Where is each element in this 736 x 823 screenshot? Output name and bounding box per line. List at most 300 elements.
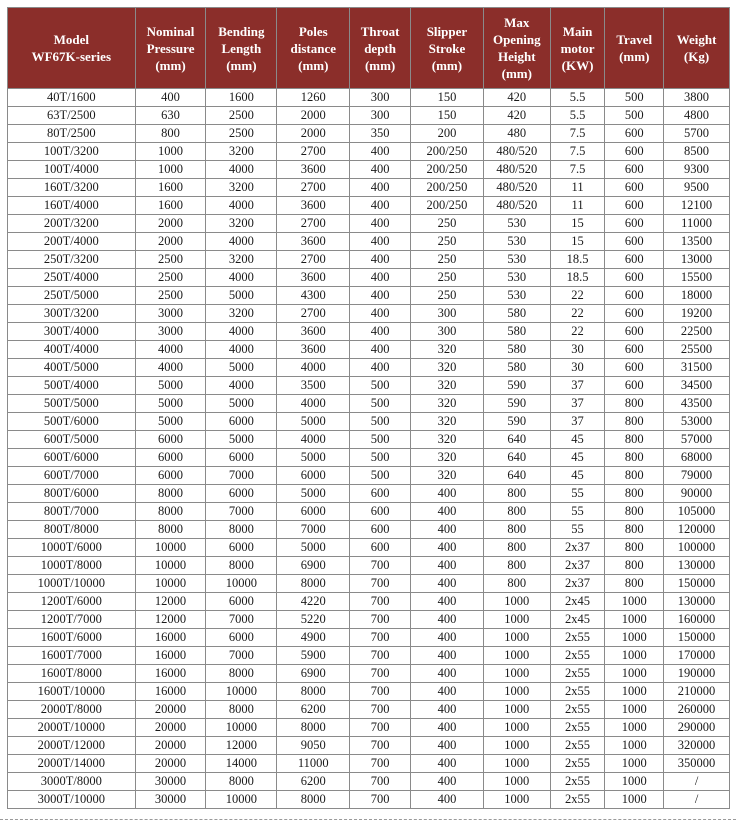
cell-weight: 350000 — [664, 755, 730, 773]
cell-throat-depth: 700 — [350, 683, 411, 701]
cell-travel: 600 — [605, 269, 664, 287]
cell-model: 1200T/6000 — [8, 593, 136, 611]
cell-nominal-pressure: 800 — [135, 125, 206, 143]
cell-poles-distance: 2700 — [277, 251, 350, 269]
cell-throat-depth: 400 — [350, 143, 411, 161]
cell-slipper-stroke: 250 — [410, 287, 483, 305]
cell-max-opening-height: 480/520 — [483, 143, 550, 161]
table-row — [8, 683, 730, 701]
cell-slipper-stroke: 200/250 — [410, 197, 483, 215]
cell-max-opening-height: 1000 — [483, 647, 550, 665]
cell-bending-length: 5000 — [206, 431, 277, 449]
cell-weight: 5700 — [664, 125, 730, 143]
table-row — [8, 485, 730, 503]
cell-max-opening-height: 480/520 — [483, 179, 550, 197]
cell-max-opening-height: 530 — [483, 287, 550, 305]
cell-poles-distance: 5000 — [277, 539, 350, 557]
header-line: distance — [290, 40, 337, 56]
cell-slipper-stroke: 400 — [410, 611, 483, 629]
cell-max-opening-height: 480/520 — [483, 197, 550, 215]
cell-bending-length: 6000 — [206, 485, 277, 503]
cell-poles-distance: 4000 — [277, 359, 350, 377]
cell-main-motor: 22 — [550, 323, 605, 341]
cell-slipper-stroke: 250 — [410, 269, 483, 287]
cell-main-motor: 2x55 — [550, 737, 605, 755]
cell-weight: 34500 — [664, 377, 730, 395]
cell-bending-length: 5000 — [206, 359, 277, 377]
cell-model: 800T/6000 — [8, 485, 136, 503]
cell-max-opening-height: 1000 — [483, 719, 550, 737]
cell-throat-depth: 700 — [350, 629, 411, 647]
header-max-opening-height — [483, 8, 550, 89]
cell-poles-distance: 7000 — [277, 521, 350, 539]
cell-model: 300T/3200 — [8, 305, 136, 323]
cell-main-motor: 37 — [550, 413, 605, 431]
cell-bending-length: 3200 — [206, 215, 277, 233]
cell-bending-length: 6000 — [206, 593, 277, 611]
cell-main-motor: 5.5 — [550, 107, 605, 125]
cell-model: 100T/4000 — [8, 161, 136, 179]
cell-main-motor: 11 — [550, 197, 605, 215]
cell-travel: 600 — [605, 143, 664, 161]
cell-model: 300T/4000 — [8, 323, 136, 341]
cell-weight: 260000 — [664, 701, 730, 719]
cell-throat-depth: 400 — [350, 359, 411, 377]
cell-bending-length: 3200 — [206, 305, 277, 323]
cell-bending-length: 7000 — [206, 467, 277, 485]
cell-travel: 1000 — [605, 611, 664, 629]
cell-nominal-pressure: 16000 — [135, 647, 206, 665]
header-weight — [664, 8, 730, 89]
cell-main-motor: 2x55 — [550, 755, 605, 773]
cell-nominal-pressure: 6000 — [135, 431, 206, 449]
cell-poles-distance: 5000 — [277, 449, 350, 467]
cell-poles-distance: 3600 — [277, 269, 350, 287]
header-line: (mm) — [226, 57, 257, 73]
cell-bending-length: 10000 — [206, 575, 277, 593]
cell-main-motor: 2x37 — [550, 575, 605, 593]
cell-slipper-stroke: 400 — [410, 665, 483, 683]
cell-slipper-stroke: 400 — [410, 521, 483, 539]
cell-travel: 600 — [605, 125, 664, 143]
cell-max-opening-height: 480/520 — [483, 161, 550, 179]
cell-nominal-pressure: 4000 — [135, 341, 206, 359]
table-row — [8, 323, 730, 341]
cell-nominal-pressure: 8000 — [135, 521, 206, 539]
cell-throat-depth: 400 — [350, 233, 411, 251]
cell-travel: 1000 — [605, 737, 664, 755]
cell-model: 3000T/10000 — [8, 791, 136, 809]
cell-model: 500T/6000 — [8, 413, 136, 431]
cell-slipper-stroke: 250 — [410, 215, 483, 233]
cell-poles-distance: 4000 — [277, 431, 350, 449]
cell-throat-depth: 400 — [350, 287, 411, 305]
cell-weight: 11000 — [664, 215, 730, 233]
cell-max-opening-height: 1000 — [483, 701, 550, 719]
cell-bending-length: 8000 — [206, 773, 277, 791]
header-line: Pressure — [146, 40, 195, 56]
cell-max-opening-height: 800 — [483, 557, 550, 575]
table-row — [8, 701, 730, 719]
cell-model: 1600T/7000 — [8, 647, 136, 665]
cell-travel: 600 — [605, 215, 664, 233]
cell-nominal-pressure: 2500 — [135, 269, 206, 287]
cell-poles-distance: 6900 — [277, 665, 350, 683]
table-row — [8, 791, 730, 809]
cell-slipper-stroke: 400 — [410, 773, 483, 791]
table-row — [8, 737, 730, 755]
header-line: Slipper — [426, 23, 468, 39]
cell-travel: 600 — [605, 359, 664, 377]
cell-main-motor: 30 — [550, 359, 605, 377]
table-row — [8, 125, 730, 143]
header-line: (mm) — [298, 57, 329, 73]
header-line: Main — [562, 23, 593, 39]
cell-main-motor: 37 — [550, 395, 605, 413]
header-line: Model — [53, 32, 89, 47]
cell-main-motor: 2x37 — [550, 557, 605, 575]
cell-nominal-pressure: 30000 — [135, 791, 206, 809]
cell-weight: 210000 — [664, 683, 730, 701]
cell-model: 1000T/6000 — [8, 539, 136, 557]
header-line: (mm) — [619, 49, 650, 64]
header-line: (mm) — [364, 57, 396, 73]
cell-throat-depth: 400 — [350, 251, 411, 269]
cell-poles-distance: 3600 — [277, 341, 350, 359]
cell-main-motor: 2x55 — [550, 701, 605, 719]
cell-throat-depth: 500 — [350, 449, 411, 467]
cell-model: 63T/2500 — [8, 107, 136, 125]
cell-model: 600T/7000 — [8, 467, 136, 485]
cell-main-motor: 2x55 — [550, 683, 605, 701]
cell-bending-length: 4000 — [206, 341, 277, 359]
cell-main-motor: 18.5 — [550, 269, 605, 287]
cell-nominal-pressure: 12000 — [135, 593, 206, 611]
cell-max-opening-height: 420 — [483, 107, 550, 125]
table-row — [8, 161, 730, 179]
cell-poles-distance: 5000 — [277, 485, 350, 503]
cell-nominal-pressure: 8000 — [135, 485, 206, 503]
cell-throat-depth: 300 — [350, 107, 411, 125]
cell-nominal-pressure: 630 — [135, 107, 206, 125]
cell-bending-length: 7000 — [206, 611, 277, 629]
header-line: Bending — [218, 23, 265, 39]
cell-slipper-stroke: 400 — [410, 683, 483, 701]
cell-slipper-stroke: 250 — [410, 251, 483, 269]
cell-throat-depth: 400 — [350, 197, 411, 215]
cell-main-motor: 18.5 — [550, 251, 605, 269]
cell-main-motor: 11 — [550, 179, 605, 197]
cell-slipper-stroke: 400 — [410, 503, 483, 521]
cell-max-opening-height: 800 — [483, 503, 550, 521]
cell-travel: 600 — [605, 251, 664, 269]
cell-throat-depth: 700 — [350, 593, 411, 611]
cell-model: 1600T/8000 — [8, 665, 136, 683]
cell-throat-depth: 700 — [350, 611, 411, 629]
cell-weight: 57000 — [664, 431, 730, 449]
cell-nominal-pressure: 20000 — [135, 719, 206, 737]
cell-max-opening-height: 590 — [483, 413, 550, 431]
header-poles-distance — [277, 8, 350, 89]
cell-poles-distance: 8000 — [277, 719, 350, 737]
cell-throat-depth: 700 — [350, 737, 411, 755]
cell-bending-length: 4000 — [206, 233, 277, 251]
cell-bending-length: 8000 — [206, 665, 277, 683]
table-row — [8, 431, 730, 449]
cell-nominal-pressure: 20000 — [135, 755, 206, 773]
cell-poles-distance: 5220 — [277, 611, 350, 629]
cell-travel: 1000 — [605, 773, 664, 791]
cell-bending-length: 3200 — [206, 251, 277, 269]
cell-slipper-stroke: 320 — [410, 431, 483, 449]
cell-slipper-stroke: 400 — [410, 575, 483, 593]
cell-throat-depth: 700 — [350, 575, 411, 593]
cell-travel: 600 — [605, 179, 664, 197]
cell-model: 1000T/8000 — [8, 557, 136, 575]
header-model — [8, 8, 136, 89]
cell-model: 500T/4000 — [8, 377, 136, 395]
cell-nominal-pressure: 5000 — [135, 377, 206, 395]
cell-main-motor: 55 — [550, 485, 605, 503]
cell-weight: / — [664, 791, 730, 809]
cell-travel: 600 — [605, 323, 664, 341]
cell-poles-distance: 2700 — [277, 305, 350, 323]
cell-main-motor: 7.5 — [550, 125, 605, 143]
cell-travel: 1000 — [605, 683, 664, 701]
cell-main-motor: 5.5 — [550, 89, 605, 107]
cell-slipper-stroke: 400 — [410, 737, 483, 755]
cell-max-opening-height: 1000 — [483, 683, 550, 701]
cell-poles-distance: 6200 — [277, 701, 350, 719]
cell-slipper-stroke: 400 — [410, 629, 483, 647]
cell-throat-depth: 500 — [350, 413, 411, 431]
cell-throat-depth: 700 — [350, 719, 411, 737]
cell-nominal-pressure: 16000 — [135, 629, 206, 647]
cell-nominal-pressure: 12000 — [135, 611, 206, 629]
cell-bending-length: 2500 — [206, 107, 277, 125]
cell-bending-length: 4000 — [206, 377, 277, 395]
header-line: Stroke — [428, 40, 466, 56]
cell-bending-length: 14000 — [206, 755, 277, 773]
table-row — [8, 233, 730, 251]
table-row — [8, 287, 730, 305]
header-bending-length — [206, 8, 277, 89]
cell-slipper-stroke: 300 — [410, 305, 483, 323]
cell-max-opening-height: 640 — [483, 449, 550, 467]
cell-slipper-stroke: 150 — [410, 107, 483, 125]
table-row — [8, 467, 730, 485]
cell-main-motor: 2x45 — [550, 593, 605, 611]
header-line: Weight — [676, 32, 717, 47]
table-row — [8, 665, 730, 683]
table-row — [8, 377, 730, 395]
cell-main-motor: 45 — [550, 431, 605, 449]
cell-main-motor: 2x55 — [550, 791, 605, 809]
cell-nominal-pressure: 6000 — [135, 467, 206, 485]
cell-bending-length: 6000 — [206, 539, 277, 557]
cell-nominal-pressure: 30000 — [135, 773, 206, 791]
cell-poles-distance: 4220 — [277, 593, 350, 611]
table-header — [8, 8, 730, 89]
cell-travel: 800 — [605, 449, 664, 467]
cell-weight: 150000 — [664, 575, 730, 593]
cell-throat-depth: 700 — [350, 701, 411, 719]
cell-max-opening-height: 580 — [483, 341, 550, 359]
cell-slipper-stroke: 200/250 — [410, 161, 483, 179]
cell-max-opening-height: 530 — [483, 251, 550, 269]
cell-nominal-pressure: 1000 — [135, 161, 206, 179]
cell-main-motor: 7.5 — [550, 161, 605, 179]
cell-model: 80T/2500 — [8, 125, 136, 143]
cell-max-opening-height: 580 — [483, 359, 550, 377]
cell-poles-distance: 8000 — [277, 575, 350, 593]
cell-max-opening-height: 590 — [483, 377, 550, 395]
cell-bending-length: 1600 — [206, 89, 277, 107]
cell-travel: 800 — [605, 431, 664, 449]
cell-main-motor: 45 — [550, 467, 605, 485]
cell-travel: 800 — [605, 395, 664, 413]
cell-throat-depth: 600 — [350, 521, 411, 539]
cell-bending-length: 3200 — [206, 143, 277, 161]
cell-model: 200T/3200 — [8, 215, 136, 233]
cell-poles-distance: 8000 — [277, 791, 350, 809]
cell-nominal-pressure: 400 — [135, 89, 206, 107]
cell-weight: 100000 — [664, 539, 730, 557]
cell-model: 200T/4000 — [8, 233, 136, 251]
cell-travel: 800 — [605, 521, 664, 539]
cell-weight: 4800 — [664, 107, 730, 125]
cell-nominal-pressure: 2500 — [135, 251, 206, 269]
cell-weight: 130000 — [664, 557, 730, 575]
cell-poles-distance: 3600 — [277, 323, 350, 341]
cell-max-opening-height: 640 — [483, 431, 550, 449]
cell-throat-depth: 300 — [350, 89, 411, 107]
table-row — [8, 305, 730, 323]
cell-weight: 290000 — [664, 719, 730, 737]
table-body — [8, 89, 730, 809]
cell-max-opening-height: 1000 — [483, 755, 550, 773]
cell-slipper-stroke: 400 — [410, 791, 483, 809]
cell-travel: 800 — [605, 575, 664, 593]
header-line: Length — [221, 40, 262, 56]
cell-nominal-pressure: 20000 — [135, 737, 206, 755]
cell-nominal-pressure: 10000 — [135, 539, 206, 557]
cell-main-motor: 2x55 — [550, 665, 605, 683]
cell-model: 250T/3200 — [8, 251, 136, 269]
cell-throat-depth: 500 — [350, 431, 411, 449]
table-row — [8, 215, 730, 233]
cell-max-opening-height: 590 — [483, 395, 550, 413]
cell-bending-length: 6000 — [206, 413, 277, 431]
cell-poles-distance: 11000 — [277, 755, 350, 773]
cell-bending-length: 5000 — [206, 287, 277, 305]
cell-bending-length: 7000 — [206, 503, 277, 521]
table-row — [8, 179, 730, 197]
cell-slipper-stroke: 320 — [410, 413, 483, 431]
cell-model: 2000T/12000 — [8, 737, 136, 755]
cell-throat-depth: 350 — [350, 125, 411, 143]
cell-travel: 1000 — [605, 593, 664, 611]
table-row — [8, 359, 730, 377]
cell-poles-distance: 2700 — [277, 179, 350, 197]
cell-weight: 53000 — [664, 413, 730, 431]
cell-weight: 8500 — [664, 143, 730, 161]
header-line: Opening — [492, 32, 541, 47]
cell-weight: 68000 — [664, 449, 730, 467]
cell-max-opening-height: 1000 — [483, 773, 550, 791]
cell-model: 800T/7000 — [8, 503, 136, 521]
table-row — [8, 593, 730, 611]
cell-weight: 320000 — [664, 737, 730, 755]
cell-weight: 13000 — [664, 251, 730, 269]
table-row — [8, 755, 730, 773]
cell-model: 160T/4000 — [8, 197, 136, 215]
cell-travel: 600 — [605, 341, 664, 359]
header-line: Poles — [298, 23, 328, 39]
cell-slipper-stroke: 400 — [410, 593, 483, 611]
header-nominal-pressure — [135, 8, 206, 89]
cell-weight: 130000 — [664, 593, 730, 611]
cell-weight: 9300 — [664, 161, 730, 179]
cell-slipper-stroke: 400 — [410, 647, 483, 665]
cell-nominal-pressure: 16000 — [135, 665, 206, 683]
cell-max-opening-height: 420 — [483, 89, 550, 107]
cell-poles-distance: 5000 — [277, 413, 350, 431]
cell-travel: 800 — [605, 539, 664, 557]
header-line: depth — [364, 40, 396, 56]
cell-weight: 31500 — [664, 359, 730, 377]
cell-main-motor: 2x55 — [550, 629, 605, 647]
cell-slipper-stroke: 150 — [410, 89, 483, 107]
cell-model: 1200T/7000 — [8, 611, 136, 629]
cell-travel: 1000 — [605, 647, 664, 665]
cell-max-opening-height: 1000 — [483, 593, 550, 611]
cell-main-motor: 55 — [550, 503, 605, 521]
cell-throat-depth: 700 — [350, 557, 411, 575]
cell-throat-depth: 400 — [350, 305, 411, 323]
cell-weight: 120000 — [664, 521, 730, 539]
cell-main-motor: 55 — [550, 521, 605, 539]
cell-slipper-stroke: 400 — [410, 539, 483, 557]
table-row — [8, 89, 730, 107]
cell-poles-distance: 8000 — [277, 683, 350, 701]
cell-weight: 22500 — [664, 323, 730, 341]
table-row — [8, 197, 730, 215]
table-row — [8, 629, 730, 647]
cell-weight: 150000 — [664, 629, 730, 647]
header-line: (KW) — [561, 57, 594, 73]
cell-nominal-pressure: 16000 — [135, 683, 206, 701]
cell-slipper-stroke: 400 — [410, 557, 483, 575]
cell-model: 500T/5000 — [8, 395, 136, 413]
cell-max-opening-height: 1000 — [483, 665, 550, 683]
cell-weight: 15500 — [664, 269, 730, 287]
cell-model: 100T/3200 — [8, 143, 136, 161]
cell-nominal-pressure: 1000 — [135, 143, 206, 161]
cell-max-opening-height: 530 — [483, 269, 550, 287]
cell-nominal-pressure: 2500 — [135, 287, 206, 305]
cell-max-opening-height: 530 — [483, 233, 550, 251]
cell-weight: / — [664, 773, 730, 791]
cell-bending-length: 4000 — [206, 269, 277, 287]
cell-max-opening-height: 800 — [483, 539, 550, 557]
header-line: (mm) — [501, 66, 532, 81]
cell-nominal-pressure: 10000 — [135, 557, 206, 575]
table-row — [8, 269, 730, 287]
cell-throat-depth: 500 — [350, 467, 411, 485]
cell-travel: 1000 — [605, 755, 664, 773]
cell-travel: 600 — [605, 161, 664, 179]
